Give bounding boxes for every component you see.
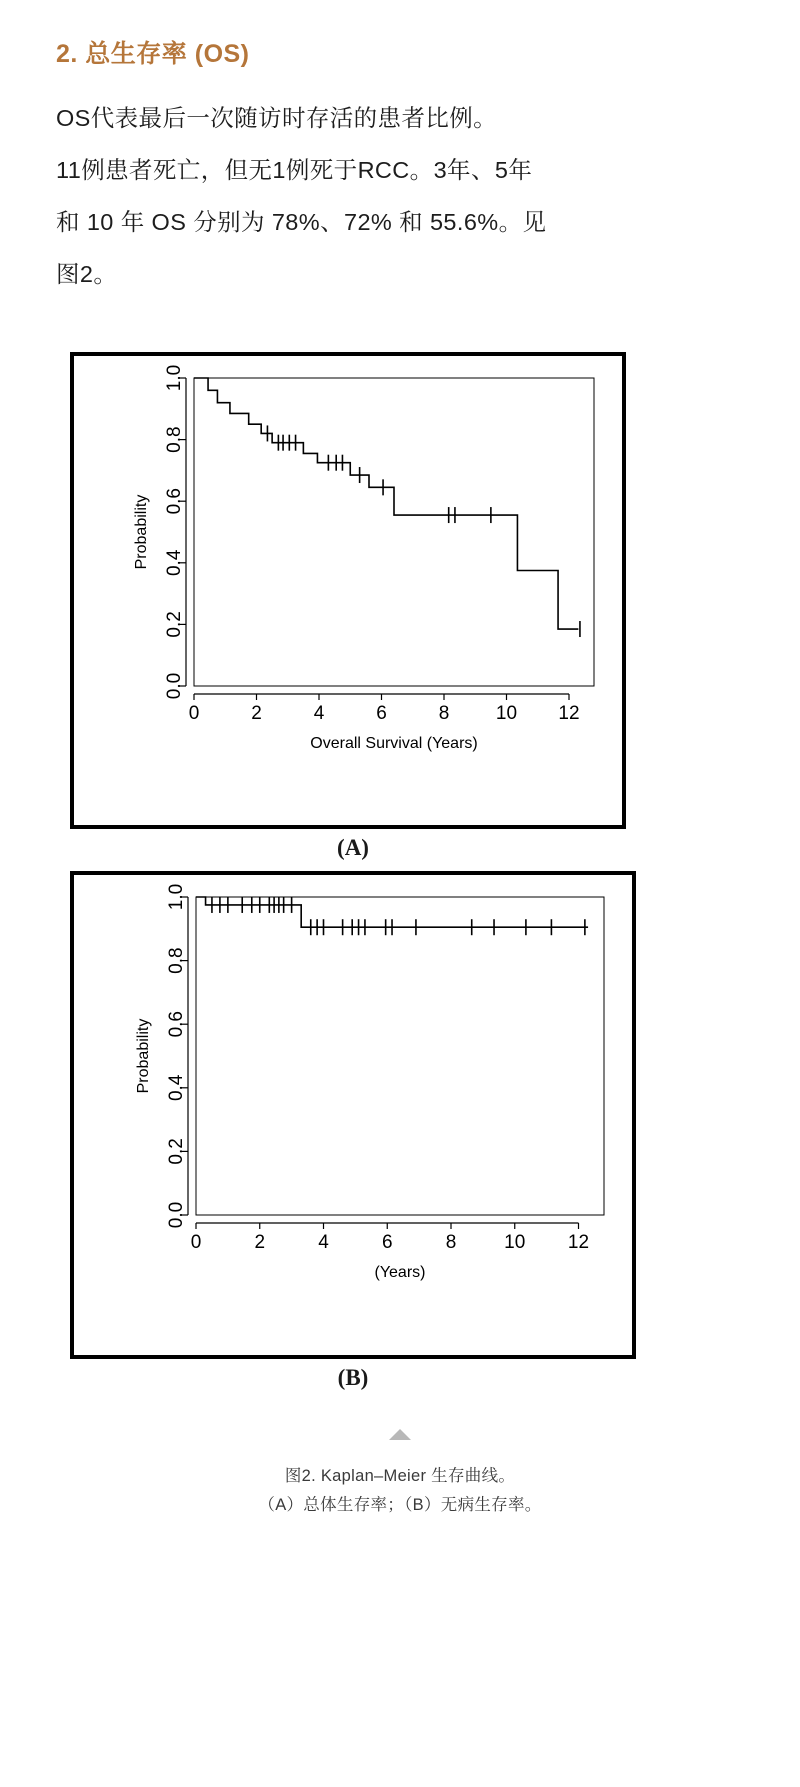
x-tick-label: 4 <box>318 1232 329 1253</box>
y-tick-label: 0.0 <box>164 672 186 700</box>
plot-frame <box>196 897 604 1215</box>
x-tick-label: 12 <box>558 703 580 724</box>
x-tick-label: 8 <box>438 703 450 724</box>
figure-caption-line-2: （A）总体生存率；（B）无病生存率。 <box>258 1496 542 1514</box>
y-tick-label: 0.0 <box>166 1201 188 1229</box>
paragraph-line-2: 11例患者死亡，但无1例死于RCC。3年、5年 <box>56 157 533 183</box>
x-tick-label: 8 <box>445 1232 457 1253</box>
paragraph-line-3: 和 10 年 OS 分别为 78%、72% 和 55.6%。见 <box>56 209 547 235</box>
figure-caption-line-1: 图2. Kaplan–Meier 生存曲线。 <box>284 1467 516 1485</box>
kaplan-meier-disease-free-survival-plot <box>74 875 632 1355</box>
x-tick-label: 10 <box>504 1232 526 1253</box>
paragraph-line-4: 图2。 <box>56 261 118 287</box>
x-tick-label: 6 <box>381 1232 393 1253</box>
paragraph-line-1: OS代表最后一次随访时存活的患者比例。 <box>56 105 498 131</box>
triangle-up-icon <box>389 1429 411 1440</box>
kaplan-meier-overall-survival-plot <box>74 356 622 825</box>
x-tick-label: 2 <box>254 1232 266 1253</box>
y-tick-label: 0.8 <box>166 947 188 974</box>
x-axis-label: Overall Survival (Years) <box>310 735 478 752</box>
x-tick-label: 6 <box>376 703 387 724</box>
y-tick-label: 0.4 <box>164 549 186 577</box>
x-tick-label: 2 <box>251 703 262 724</box>
x-tick-label: 10 <box>495 703 518 724</box>
y-tick-label: 0.2 <box>164 611 186 638</box>
figure-2 <box>56 352 744 1520</box>
y-tick-label: 0.4 <box>166 1074 188 1102</box>
chart-panel-b <box>70 871 636 1359</box>
y-tick-label: 1.0 <box>164 364 186 392</box>
y-tick-label: 0.6 <box>164 487 186 515</box>
x-tick-label: 0 <box>190 1232 202 1253</box>
y-tick-label: 1.0 <box>166 883 188 911</box>
x-tick-label: 0 <box>188 703 200 724</box>
x-axis-label: (Years) <box>374 1264 426 1281</box>
y-tick-label: 0.6 <box>166 1010 188 1038</box>
y-tick-label: 0.8 <box>164 426 186 453</box>
x-tick-label: 12 <box>567 1232 590 1253</box>
x-tick-label: 4 <box>313 703 325 724</box>
chart-panel-a <box>70 352 626 829</box>
page-title: 2. 总生存率 (OS) <box>56 40 250 68</box>
panel-a-label: (A) <box>337 835 369 860</box>
survival-step-curve <box>194 378 578 629</box>
panel-b-label: (B) <box>337 1365 369 1390</box>
y-axis-label: Probability <box>135 1018 152 1094</box>
y-tick-label: 0.2 <box>166 1138 188 1165</box>
y-axis-label: Probability <box>133 494 150 570</box>
